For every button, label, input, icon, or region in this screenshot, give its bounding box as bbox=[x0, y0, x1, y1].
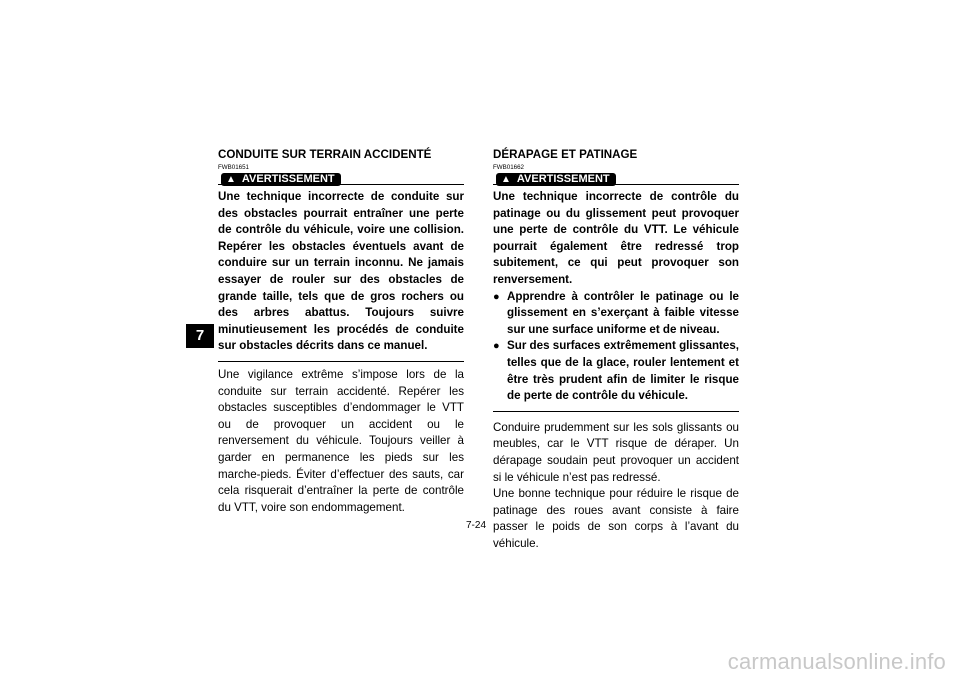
warning-end-rule bbox=[218, 361, 464, 362]
bullet-icon: ● bbox=[493, 290, 500, 303]
section-skidding bbox=[493, 148, 739, 552]
body-paragraph: Conduire prudemment sur les sols glissants ou meubles, car le VTT risque de déraper. Un dérapage soudain peut provoquer un accident si le véhicule n’est pas redressé. bbox=[493, 420, 739, 484]
body-paragraph: Une vigilance extrême s’impose lors de la conduite sur terrain accidenté. Repérer les obstacles susceptibles d’endommager le VTT ou de provoquer un accident ou le renversement du véhicule. Toujours veiller à garder en permanence les pieds sur les marche-pieds. Éviter d’effectuer des sauts, car cela risquerait d’entraîner la perte de contrôle du VTT, voire son endommagement. bbox=[218, 367, 464, 514]
warning-bullets bbox=[493, 289, 739, 405]
warning-triangle-icon: ▲ bbox=[501, 174, 511, 185]
bullet-text: Sur des surfaces extrêmement glissantes, telles que de la glace, rouler lentement et être très prudent afin de limiter le risque de perte de contrôle du véhicule. bbox=[507, 339, 739, 403]
warning-text: Une technique incorrecte de contrôle du patinage ou du glissement peut provoquer une perte de contrôle du VTT. Le véhicule pourrait également être redressé trop subitement, ce qui peut provoquer son renversement. bbox=[493, 190, 739, 286]
section-title: CONDUITE SUR TERRAIN ACCIDENTÉ bbox=[218, 148, 432, 161]
warning-triangle-icon: ▲ bbox=[226, 174, 236, 185]
section-title: DÉRAPAGE ET PATINAGE bbox=[493, 148, 638, 161]
reference-code: FWB01651 bbox=[218, 164, 249, 171]
warning-label-text: AVERTISSEMENT bbox=[516, 173, 610, 185]
bullet-icon: ● bbox=[493, 340, 500, 353]
warning-text: Une technique incorrecte de conduite sur des obstacles pourrait entraîner une perte de contrôle du véhicule, voire une collision. Repérer les obstacles éventuels avant de conduire sur un terrain inconnu. Ne jamais essayer de rouler sur des obstacles de grande taille, tels que de gros rochers ou des arbres abattus. Toujours suivre minutieusement les procédés de conduite sur obstacles décrits dans ce manuel. bbox=[218, 190, 464, 353]
bullet-item bbox=[493, 289, 739, 339]
warning-label bbox=[221, 173, 341, 186]
reference-code: FWB01662 bbox=[493, 164, 524, 171]
warning-header bbox=[493, 173, 739, 187]
warning-end-rule bbox=[493, 411, 739, 412]
bullet-item bbox=[493, 338, 739, 404]
warning-header bbox=[218, 173, 464, 187]
page-number: 7-24 bbox=[466, 520, 487, 531]
section-rough-terrain bbox=[218, 148, 464, 516]
watermark: carmanualsonline.info bbox=[727, 649, 946, 674]
warning-label-text: AVERTISSEMENT bbox=[241, 173, 335, 185]
chapter-tab: 7 bbox=[186, 324, 214, 348]
warning-label bbox=[496, 173, 616, 186]
bullet-text: Apprendre à contrôler le patinage ou le glissement en s’exerçant à faible vitesse sur une surface uniforme et de niveau. bbox=[507, 289, 739, 336]
body-paragraph: Une bonne technique pour réduire le risque de patinage des roues avant consiste à faire passer le poids de son corps à l’avant du véhicule. bbox=[493, 487, 739, 550]
